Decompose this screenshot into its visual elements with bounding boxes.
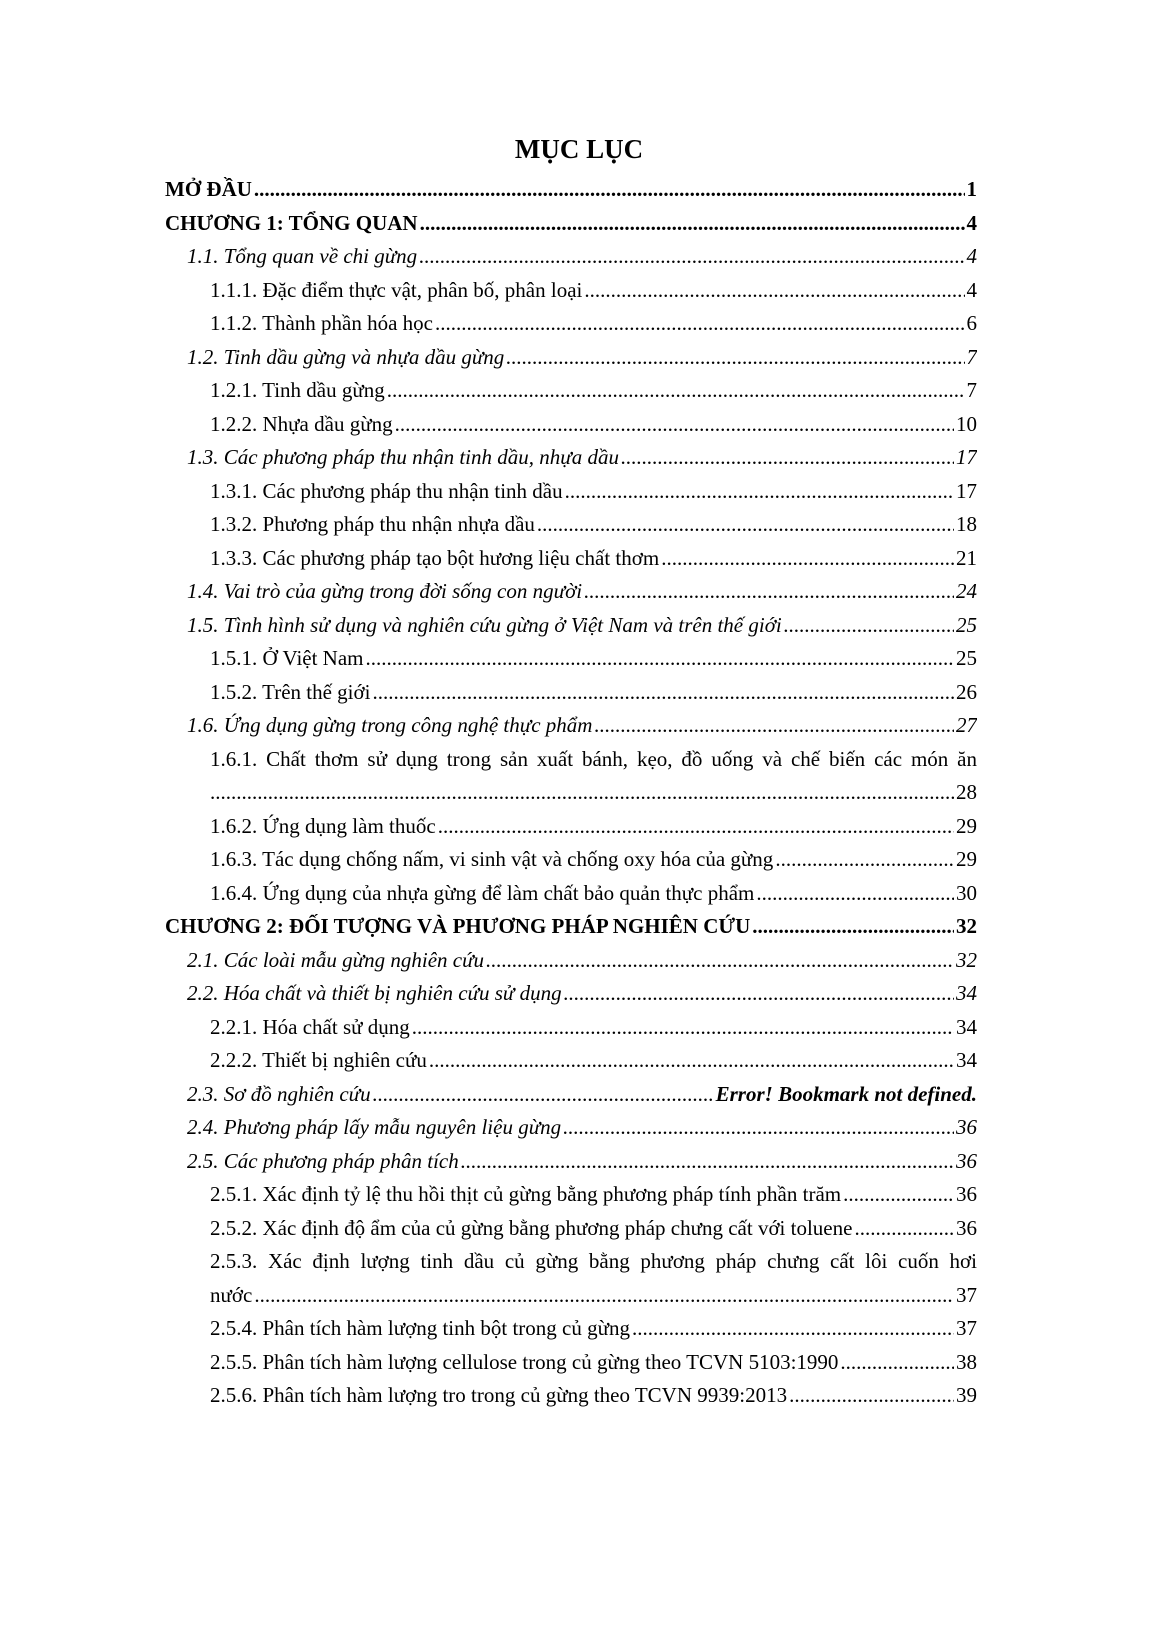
toc-entry-label: 2.5.4. Phân tích hàm lượng tinh bột trong củ gừng — [210, 1316, 630, 1340]
toc-entry-page: 37 — [956, 1316, 977, 1340]
toc-entry-label: 2.2.2. Thiết bị nghiên cứu — [210, 1048, 427, 1072]
toc-entry-label: 2.4. Phương pháp lấy mẫu nguyên liệu gừng — [187, 1115, 562, 1139]
toc-entry-page: 34 — [956, 981, 977, 1005]
toc-entry[interactable] — [187, 441, 977, 474]
toc-entry-page: 4 — [966, 244, 977, 268]
toc-entry-page: 36 — [956, 1149, 977, 1173]
page-title: MỤC LỤC — [514, 134, 644, 164]
toc-entry-page: 36 — [956, 1216, 977, 1240]
toc-entry-label: 1.5.2. Trên thế giới — [210, 680, 371, 704]
toc-entry[interactable] — [210, 642, 977, 675]
toc-entry-page: 25 — [956, 613, 977, 637]
toc-entry[interactable] — [187, 1111, 977, 1144]
toc-entry[interactable] — [187, 609, 977, 642]
toc-entry[interactable] — [210, 1212, 977, 1245]
toc-entry-label: 1.3.2. Phương pháp thu nhận nhựa dầu — [210, 512, 535, 536]
toc-entry[interactable] — [210, 1011, 977, 1044]
toc-entry-page: 27 — [956, 713, 977, 737]
toc-entry-label: 1.6.4. Ứng dụng của nhựa gừng để làm chất bảo quản thực phẩm — [210, 881, 755, 905]
toc-entry-label: 1.6.2. Ứng dụng làm thuốc — [210, 814, 436, 838]
toc-entry-page: 32 — [956, 948, 977, 972]
toc-entry-page: 36 — [956, 1115, 977, 1139]
toc-entry-label: 1.3. Các phương pháp thu nhận tinh dầu, nhựa dầu — [187, 445, 619, 469]
toc-entry-page: 21 — [956, 546, 977, 570]
toc-entry-label: 1.5.1. Ở Việt Nam — [210, 646, 364, 670]
toc-entry[interactable] — [210, 776, 977, 809]
toc-entry[interactable] — [187, 977, 977, 1010]
toc-entry[interactable] — [210, 508, 977, 541]
toc-entry-label: 2.1. Các loài mẫu gừng nghiên cứu — [187, 948, 485, 972]
toc-entry-label: 1.1. Tổng quan về chi gừng — [187, 244, 418, 268]
toc-entry-page: 28 — [956, 780, 977, 804]
toc-entry[interactable] — [165, 173, 977, 206]
toc-entry[interactable] — [187, 341, 977, 374]
toc-entry-label: 1.2.2. Nhựa dầu gừng — [210, 412, 393, 436]
toc-entry[interactable] — [210, 1044, 977, 1077]
toc-entry[interactable] — [165, 207, 977, 240]
toc-entry-label: 2.5.5. Phân tích hàm lượng cellulose trong củ gừng theo TCVN 5103:1990 — [210, 1350, 839, 1374]
toc-entry-label: CHƯƠNG 1: TỔNG QUAN — [165, 211, 418, 235]
toc-entry-page: 34 — [956, 1048, 977, 1072]
toc-entry-label: 1.6. Ứng dụng gừng trong công nghệ thực phẩm — [187, 713, 593, 737]
toc-entry-page: 37 — [956, 1283, 977, 1307]
toc-entry[interactable] — [187, 1078, 977, 1111]
toc-entry[interactable] — [210, 843, 977, 876]
toc-entry-label: 2.5.2. Xác định độ ẩm của củ gừng bằng phương pháp chưng cất với toluene — [210, 1216, 853, 1240]
toc-entry-label: 1.5. Tình hình sử dụng và nghiên cứu gừng ở Việt Nam và trên thế giới — [187, 613, 782, 637]
toc-entry[interactable] — [210, 274, 977, 307]
toc-entry-page: 30 — [956, 881, 977, 905]
toc-entry[interactable] — [210, 542, 977, 575]
toc-entry-label: CHƯƠNG 2: ĐỐI TƯỢNG VÀ PHƯƠNG PHÁP NGHIÊN CỨU — [165, 914, 751, 938]
toc-entry-page: 25 — [956, 646, 977, 670]
toc-entry-wrapped-label[interactable]: 1.6.1. Chất thơm sử dụng trong sản xuất bánh, kẹo, đồ uống và chế biến các món ăn — [210, 747, 977, 771]
toc-entry[interactable] — [187, 1145, 977, 1178]
toc-entry-page: 39 — [956, 1383, 977, 1407]
toc-entry[interactable] — [210, 408, 977, 441]
toc-entry-wrapped-label[interactable]: 2.5.3. Xác định lượng tinh dầu củ gừng bằng phương pháp chưng cất lôi cuốn hơi — [210, 1249, 977, 1273]
toc-entry[interactable] — [210, 1346, 977, 1379]
toc-entry[interactable] — [210, 475, 977, 508]
toc-entry[interactable] — [210, 1379, 977, 1412]
toc-entry-page: 4 — [966, 211, 977, 235]
toc-entry-page: 4 — [966, 278, 977, 302]
toc-entry-page: 36 — [956, 1182, 977, 1206]
toc-entry-label: 2.5.6. Phân tích hàm lượng tro trong củ gừng theo TCVN 9939:2013 — [210, 1383, 788, 1407]
toc-entry[interactable] — [187, 944, 977, 977]
toc-entry-page: 34 — [956, 1015, 977, 1039]
toc-entry-label: 1.1.2. Thành phần hóa học — [210, 311, 433, 335]
toc-entry-page: 7 — [966, 345, 977, 369]
toc-entry-page: 26 — [956, 680, 977, 704]
toc-entry[interactable] — [187, 575, 977, 608]
toc-entry-label: 1.4. Vai trò của gừng trong đời sống con người — [187, 579, 583, 603]
toc-entry-page: 29 — [956, 847, 977, 871]
toc-entry[interactable] — [210, 307, 977, 340]
toc-entry-label: 1.3.3. Các phương pháp tạo bột hương liệu chất thơm — [210, 546, 660, 570]
toc-entry-page-error: Error! Bookmark not defined. — [715, 1082, 977, 1106]
toc-entry[interactable] — [187, 240, 977, 273]
toc-entry-page: 18 — [956, 512, 977, 536]
toc-entry-label: 1.2. Tinh dầu gừng và nhựa dầu gừng — [187, 345, 505, 369]
toc-entry-page: 1 — [966, 177, 977, 201]
toc-entry-label: nước — [210, 1283, 253, 1307]
toc-entry-label: 1.2.1. Tinh dầu gừng — [210, 378, 385, 402]
toc-entry[interactable] — [210, 810, 977, 843]
toc-entry-label: 2.3. Sơ đồ nghiên cứu — [187, 1082, 371, 1106]
toc-entry-page: 32 — [956, 914, 977, 938]
toc-entry[interactable] — [210, 1178, 977, 1211]
toc-entry[interactable] — [210, 1279, 977, 1312]
toc-entry[interactable] — [210, 877, 977, 910]
toc-entry[interactable] — [210, 1312, 977, 1345]
toc-entry-label: 2.2. Hóa chất và thiết bị nghiên cứu sử dụng — [187, 981, 562, 1005]
toc-entry-page: 7 — [966, 378, 977, 402]
toc-entry[interactable] — [210, 676, 977, 709]
toc-entry-page: 29 — [956, 814, 977, 838]
toc-entry-page: 6 — [966, 311, 977, 335]
toc-entry[interactable] — [187, 709, 977, 742]
toc-entry-page: 24 — [956, 579, 977, 603]
toc-entry-label: MỞ ĐẦU — [165, 177, 252, 201]
toc-entry-page: 17 — [956, 479, 977, 503]
toc-entry-page: 38 — [956, 1350, 977, 1374]
toc-entry-label: 1.3.1. Các phương pháp thu nhận tinh dầu — [210, 479, 563, 503]
toc-entry-label: 1.6.3. Tác dụng chống nấm, vi sinh vật và chống oxy hóa của gừng — [210, 847, 774, 871]
toc-entry-page: 17 — [956, 445, 977, 469]
toc-entry-page: 10 — [956, 412, 977, 436]
toc-entry-label: 2.5.1. Xác định tỷ lệ thu hồi thịt củ gừng bằng phương pháp tính phần trăm — [210, 1182, 842, 1206]
toc-entry-label: 2.5. Các phương pháp phân tích — [187, 1149, 459, 1173]
toc-entry[interactable] — [210, 374, 977, 407]
toc-entry[interactable] — [165, 910, 977, 943]
toc-entry-label: 2.2.1. Hóa chất sử dụng — [210, 1015, 410, 1039]
toc-entry-label: 1.1.1. Đặc điểm thực vật, phân bố, phân loại — [210, 278, 583, 302]
